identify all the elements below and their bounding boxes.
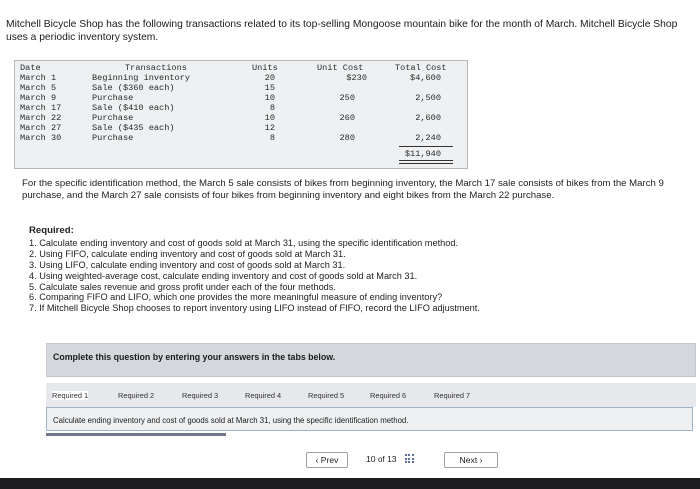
row-unit-cost: $230 [346, 73, 367, 83]
row-date: March 5 [20, 83, 57, 93]
header-unit-cost: Unit Cost [317, 63, 364, 73]
tab-required-1[interactable]: Required 1 [52, 391, 89, 400]
row-date: March 17 [20, 103, 62, 113]
current-page: 10 [366, 454, 376, 464]
banner-text: Complete this question by entering your answers in the tabs below. [53, 352, 336, 362]
row-transaction: Beginning inventory [92, 73, 190, 83]
tab-required-4[interactable]: Required 4 [245, 391, 282, 400]
total-rule [399, 146, 453, 147]
grid-icon[interactable] [405, 454, 414, 463]
chevron-right-icon: › [479, 455, 483, 465]
total-pages: 13 [387, 454, 397, 464]
row-unit-cost: 260 [339, 113, 355, 123]
tab-bar [46, 383, 696, 407]
header-units: Units [252, 63, 278, 73]
chevron-left-icon: ‹ [315, 455, 319, 465]
row-units: 10 [264, 113, 275, 123]
problem-intro: Mitchell Bicycle Shop has the following transactions related to its top-selling Mongoose mountain bike for the month of March. Mitchell Bicycle Shop uses a periodic inventory system. [6, 19, 678, 43]
row-transaction: Sale ($360 each) [92, 83, 175, 93]
required-item: 5. Calculate sales revenue and gross profit under each of the four methods. [29, 281, 336, 292]
row-date: March 9 [20, 93, 57, 103]
grand-total: $11,940 [404, 149, 441, 159]
row-units: 8 [269, 103, 275, 113]
row-transaction: Purchase [92, 93, 134, 103]
row-units: 8 [269, 133, 275, 143]
row-units: 10 [264, 93, 275, 103]
row-transaction: Sale ($410 each) [92, 103, 175, 113]
required-title: Required: [29, 225, 74, 236]
row-total-cost: 2,240 [415, 133, 441, 143]
specific-identification-note: For the specific identification method, the March 5 sale consists of bikes from beginning inventory, the March 17 sale consists of bikes from the March 9 purchase, and the March 27 sale consists of four bikes from beginning inventory and eight bikes from the March 22 purchase. [22, 178, 664, 201]
row-total-cost: 2,500 [415, 93, 441, 103]
next-label: Next [459, 455, 478, 465]
header-transactions: Transactions [125, 63, 187, 73]
row-unit-cost: 280 [339, 133, 355, 143]
required-item: 7. If Mitchell Bicycle Shop chooses to report inventory using LIFO instead of FIFO, record the LIFO adjustment. [29, 303, 480, 314]
double-total-rule [399, 160, 453, 164]
row-transaction: Purchase [92, 113, 134, 123]
required-item: 2. Using FIFO, calculate ending inventory and cost of goods sold at March 31. [29, 248, 346, 259]
row-units: 15 [264, 83, 275, 93]
page-indicator[interactable] [366, 452, 436, 466]
row-date: March 1 [20, 73, 57, 83]
transactions-table [14, 60, 468, 169]
tab-required-2[interactable]: Required 2 [118, 391, 155, 400]
row-total-cost: $4,600 [410, 73, 441, 83]
prev-button[interactable] [306, 452, 348, 468]
row-units: 20 [264, 73, 275, 83]
row-date: March 27 [20, 123, 62, 133]
instructions-banner [46, 343, 696, 377]
next-button[interactable] [444, 452, 498, 468]
tab-content-panel [46, 407, 693, 431]
row-total-cost: 2,600 [415, 113, 441, 123]
row-transaction: Purchase [92, 133, 134, 143]
required-item: 3. Using LIFO, calculate ending inventory and cost of goods sold at March 31. [29, 259, 346, 270]
required-section [29, 226, 689, 314]
row-date: March 30 [20, 133, 62, 143]
panel-instruction: Calculate ending inventory and cost of goods sold at March 31, using the specific identification method. [53, 416, 409, 425]
tab-required-5[interactable]: Required 5 [308, 391, 345, 400]
header-date: Date [20, 63, 41, 73]
tab-required-6[interactable]: Required 6 [370, 391, 407, 400]
row-unit-cost: 250 [339, 93, 355, 103]
required-item: 1. Calculate ending inventory and cost of goods sold at March 31, using the specific identification method. [29, 237, 459, 248]
tab-required-3[interactable]: Required 3 [182, 391, 219, 400]
required-item: 4. Using weighted-average cost, calculate ending inventory and cost of goods sold at March 31. [29, 270, 418, 281]
panel-divider [46, 433, 226, 436]
prev-label: Prev [320, 455, 339, 465]
header-total-cost: Total Cost [395, 63, 447, 73]
bottom-bar [0, 478, 700, 489]
required-item: 6. Comparing FIFO and LIFO, which one provides the more meaningful measure of ending inventory? [29, 292, 443, 303]
row-date: March 22 [20, 113, 62, 123]
tab-required-7[interactable]: Required 7 [434, 391, 471, 400]
row-units: 12 [264, 123, 275, 133]
of-label: of [377, 455, 385, 464]
row-transaction: Sale ($435 each) [92, 123, 175, 133]
